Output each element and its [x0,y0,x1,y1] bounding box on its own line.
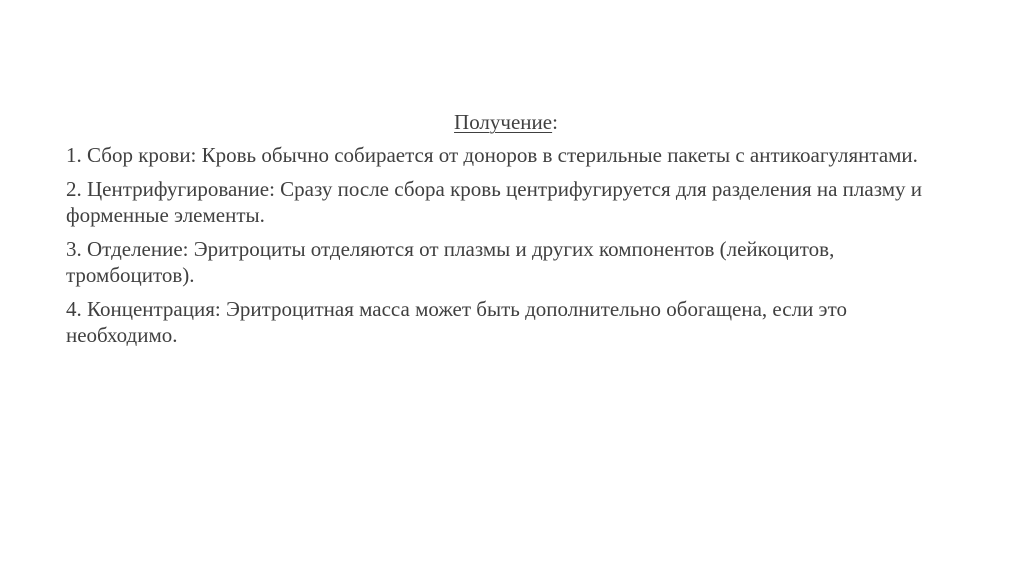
heading-colon: : [552,110,558,134]
list-item-collection: 1. Сбор крови: Кровь обычно собирается от доноров в стерильные пакеты с антикоагулянтами. [66,143,918,167]
list-item-concentration: 4. Концентрация: Эритроцитная масса может быть дополнительно обогащена, если это необходимо. [66,297,847,347]
heading-text: Получение [454,110,553,134]
list-item-centrifugation: 2. Центрифугирование: Сразу после сбора кровь центрифугируется для разделения на плазму и форменные элементы. [66,177,922,227]
list-item-separation: 3. Отделение: Эритроциты отделяются от плазмы и других компонентов (лейкоцитов, тромбоцитов). [66,237,835,287]
slide-content [66,108,946,356]
slide-heading [66,108,946,136]
